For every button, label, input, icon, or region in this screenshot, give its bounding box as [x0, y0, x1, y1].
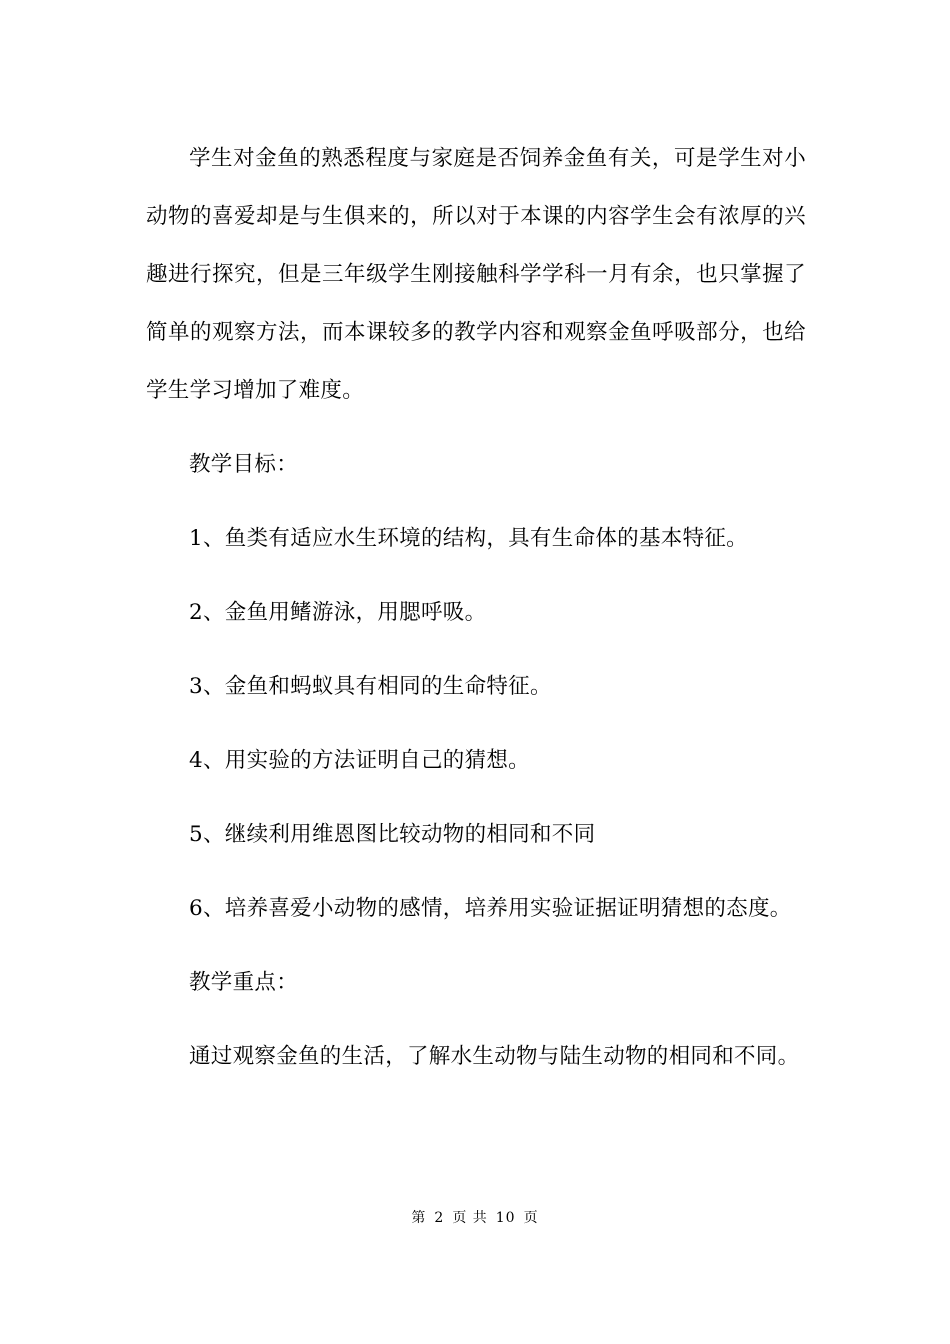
focus-text: 通过观察金鱼的生活，了解水生动物与陆生动物的相同和不同。: [189, 1044, 800, 1069]
footer-middle: 页 共: [452, 1210, 488, 1226]
goal-item-5: 5、继续利用维恩图比较动物的相同和不同: [189, 822, 596, 847]
page-footer: [0, 1207, 950, 1227]
focus-heading: 教学重点：: [189, 970, 299, 995]
intro-paragraph: 学生对金鱼的熟悉程度与家庭是否饲养金鱼有关，可是学生对小动物的喜爱却是与生俱来的，所以对于本课的内容学生会有浓厚的兴趣进行探究，但是三年级学生刚接触科学学科一月有余，也只掌握了简单的观察方法，而本课较多的教学内容和观察金鱼呼吸部分，也给学生学习增加了难度。: [146, 146, 806, 403]
footer-total-pages: 10: [495, 1210, 516, 1226]
goal-item-1: 1、鱼类有适应水生环境的结构，具有生命体的基本特征。: [189, 526, 748, 551]
goal-item-3: 3、金鱼和蚂蚁具有相同的生命特征。: [189, 674, 552, 699]
goal-item-6: 6、培养喜爱小动物的感情，培养用实验证据证明猜想的态度。: [189, 896, 792, 921]
footer-suffix: 页: [523, 1210, 539, 1226]
goal-item-2: 2、金鱼用鳍游泳，用腮呼吸。: [189, 600, 487, 625]
footer-current-page: 2: [434, 1210, 445, 1226]
goals-heading: 教学目标：: [189, 452, 299, 477]
document-body: [146, 130, 806, 1086]
footer-prefix: 第: [411, 1210, 427, 1226]
goal-item-4: 4、用实验的方法证明自己的猜想。: [189, 748, 530, 773]
